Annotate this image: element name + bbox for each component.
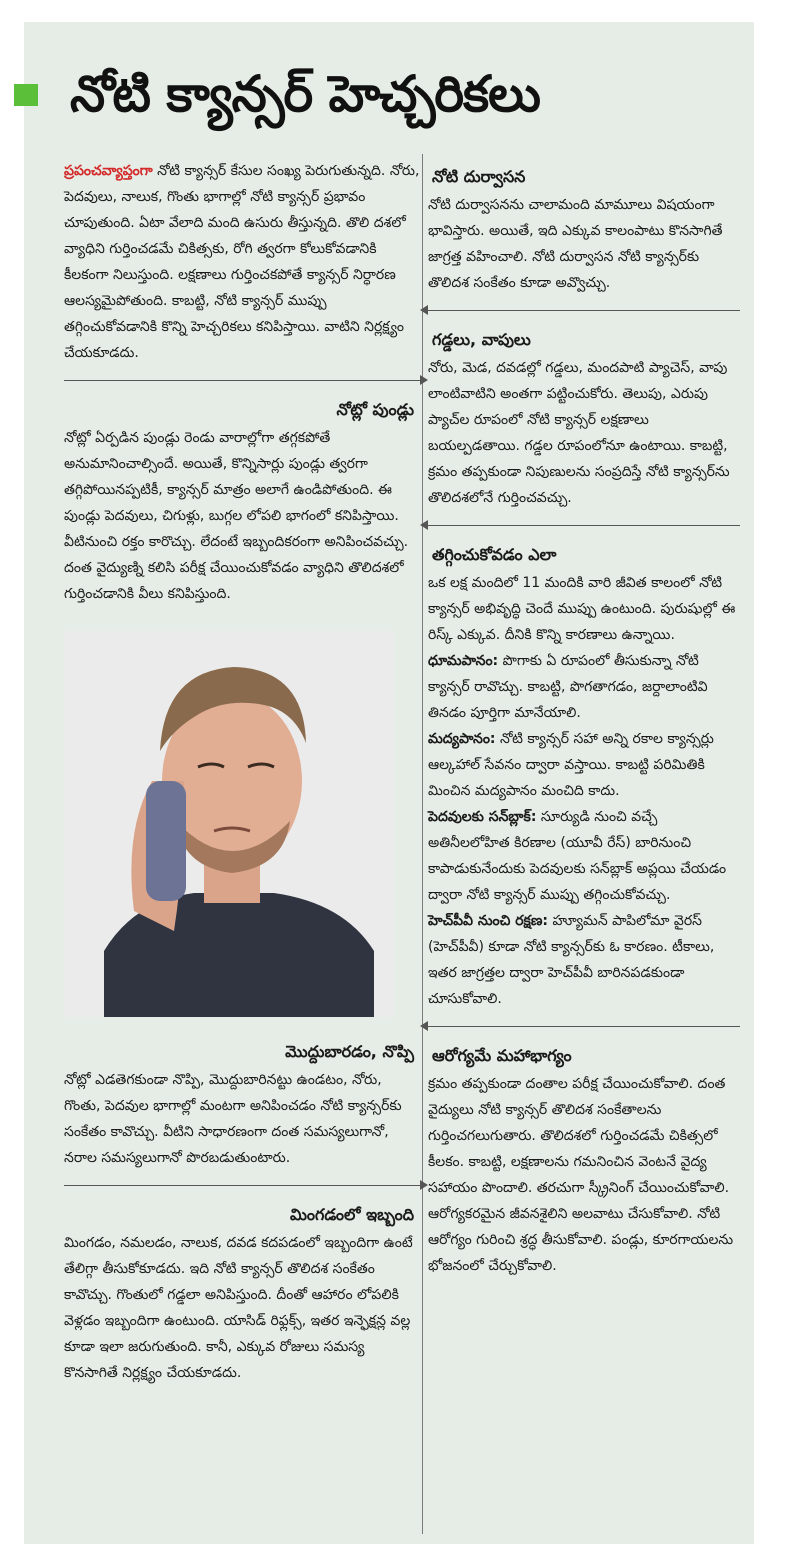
section-divider bbox=[428, 1026, 740, 1027]
prevention-item-smoking bbox=[428, 648, 740, 726]
item-label: ధూమపానం: bbox=[428, 653, 499, 669]
section-swallowing-difficulty bbox=[64, 1190, 420, 1396]
item-label: హెచ్‌పీవీ నుంచి రక్షణ: bbox=[428, 913, 549, 929]
intro-section bbox=[64, 152, 420, 376]
section-divider bbox=[64, 1185, 420, 1186]
section-health-is-wealth bbox=[428, 1031, 740, 1289]
section-divider bbox=[428, 310, 740, 311]
section-text: నోట్లో ఎడతెగకుండా నొప్పి, మొద్దుబారినట్టు ఉండటం, నోరు, గొంతు, పెదవుల భాగాల్లో మంటగా అనిపించడం నోటి క్యాన్సర్‌కు సంకేతం కావొచ్చు. వీటిని సాధారణంగా దంత సమస్యలుగానో, నరాల సమస్యలుగానో పొరబడుతుంటారు. bbox=[64, 1072, 402, 1166]
item-text: నోటి క్యాన్సర్ సహా అన్ని రకాల క్యాన్సర్లు ఆల్కహాల్ సేవనం ద్వారా వస్తాయి. కాబట్టి పరిమితికి మించిన మద్యపానం మంచిది కాదు. bbox=[428, 731, 714, 799]
item-text: పొగాకు ఏ రూపంలో తీసుకున్నా నోటి క్యాన్సర్ రావొచ్చు. కాబట్టి, పొగతాగడం, జర్దాలాంటివి తినడం పూర్తిగా మానేయాలి. bbox=[428, 653, 708, 721]
section-text: నోటి దుర్వాసనను చాలామంది మామూలు విషయంగా భావిస్తారు. అయితే, ఇది ఎక్కువ కాలంపాటు కొనసాగితే జాగ్రత్త వహించాలి. నోటి దుర్వాసన నోటి క్యాన్సర్‌కు తొలిదశ సంకేతం కూడా అవ్వొచ్చు. bbox=[428, 197, 723, 291]
article-page bbox=[24, 22, 754, 1544]
right-column bbox=[428, 152, 740, 1289]
intro-paragraph bbox=[64, 158, 420, 366]
section-numbness-pain bbox=[64, 1027, 420, 1181]
section-lumps-swelling bbox=[428, 315, 740, 521]
section-heading: తగ్గించుకోవడం ఎలా bbox=[432, 545, 557, 564]
prevention-item-sunblock bbox=[428, 804, 740, 908]
section-text: నోరు, మెడ, దవడల్లో గడ్డలు, మందపాటి ప్యాచెస్, వాపు లాంటివాటిని అంతగా పట్టించుకోరు. తెలుపు, ఎరుపు ప్యాచ్‌ల రూపంలో నోటి క్యాన్సర్ లక్షణాలు బయల్పడతాయి. గడ్డల రూపంలోనూ ఉంటాయి. కాబట్టి, క్రమం తప్పకుండా నిపుణులను సంప్రదిస్తే నోటి క్యాన్సర్‌ను తొలిదశలోనే గుర్తించవచ్చు. bbox=[428, 360, 730, 506]
photo-illustration bbox=[64, 631, 394, 1017]
article-title: నోటి క్యాన్సర్ హెచ్చరికలు bbox=[70, 65, 540, 123]
section-prevention bbox=[428, 530, 740, 1022]
section-text: ఒక లక్ష మందిలో 11 మందికి వారి జీవిత కాలంలో నోటి క్యాన్సర్ అభివృద్ధి చెందే ముప్పు ఉంటుంది. పురుషుల్లో ఈ రిస్క్ ఎక్కువ. దీనికి కొన్ని కారణాలు ఉన్నాయి. bbox=[428, 575, 736, 643]
item-text: హ్యూమన్ పాపిలోమా వైరస్ (హెచ్‌పీవీ) కూడా నోటి క్యాన్సర్‌కు ఓ కారణం. టీకాలు, ఇతర జాగ్రత్తల ద్వారా హెచ్‌పీవీ బారినపడకుండా చూసుకోవాలి. bbox=[428, 913, 715, 1007]
item-text: సూర్యుడి నుంచి వచ్చే అతినీలలోహిత కిరణాల (యూవీ రేస్) బారినుంచి కాపాడుకునేందుకు పెదవులకు సన్‌బ్లాక్ అప్లయి చేయడం ద్వారా నోటి క్యాన్సర్ ముప్పు తగ్గించుకోవచ్చు. bbox=[428, 809, 727, 903]
section-heading: నోట్లో పుండ్లు bbox=[336, 400, 414, 419]
section-heading: మింగడంలో ఇబ్బంది bbox=[289, 1205, 414, 1224]
intro-text: నోటి క్యాన్సర్ కేసుల సంఖ్య పెరుగుతున్నది. నోరు, పెదవులు, నాలుక, గొంతు భాగాల్లో నోటి క్యాన్సర్ ప్రభావం చూపుతుంది. ఏటా వేలాది మంది ఉసురు తీస్తున్నది. తొలి దశలో వ్యాధిని గుర్తించడమే చికిత్సకు, రోగి త్వరగా కోలుకోవడానికి కీలకంగా నిలుస్తుంది. లక్షణాలు గుర్తించకపోతే క్యాన్సర్ నిర్ధారణ ఆలస్యమైపోతుంది. కాబట్టి, నోటి క్యాన్సర్ ముప్పు తగ్గించుకోవడానికి కొన్ని హెచ్చరికలు కనిపిస్తాయి. వాటిని నిర్లక్ష్యం చేయకూడదు. bbox=[64, 163, 420, 361]
section-text: నోట్లో ఏర్పడిన పుండ్లు రెండు వారాల్లోగా తగ్గకపోతే అనుమానించాల్సిందే. అయితే, కొన్నిసార్లు పుండ్లు త్వరగా తగ్గిపోయినప్పటికీ, క్యాన్సర్ మాత్రం అలాగే ఉండిపోతుంది. ఈ పుండ్లు పెదవులు, చిగుళ్లు, బుగ్గల లోపలి భాగంలో కనిపిస్తాయి. వీటినుంచి రక్తం కారొచ్చు. లేదంటే ఇబ్బందికరంగా అనిపించవచ్చు. దంత వైద్యుణ్ని కలిసి పరీక్ష చేయించుకోవడం వ్యాధిని తొలిదశలో గుర్తించడానికి వీలు కనిపిస్తుంది. bbox=[64, 430, 409, 602]
title-bullet bbox=[14, 84, 38, 106]
section-bad-breath bbox=[428, 152, 740, 306]
prevention-item-alcohol bbox=[428, 726, 740, 804]
section-heading: ఆరోగ్యమే మహాభాగ్యం bbox=[432, 1046, 572, 1065]
man-with-toothache-photo bbox=[64, 631, 394, 1017]
left-column bbox=[64, 152, 420, 1396]
section-mouth-sores bbox=[64, 385, 420, 617]
column-divider bbox=[422, 154, 423, 1534]
section-text: మింగడం, నమలడం, నాలుక, దవడ కదపడంలో ఇబ్బందిగా ఉంటే తేలిగ్గా తీసుకోకూడదు. ఇది నోటి క్యాన్సర్ తొలిదశ సంకేతం కావొచ్చు. గొంతులో గడ్డలా అనిపిస్తుంది. దీంతో ఆహారం లోపలికి వెళ్లడం ఇబ్బందిగా ఉంటుంది. యాసిడ్ రిఫ్లక్స్, ఇతర ఇన్ఫెక్షన్ల వల్ల కూడా ఇలా జరుగుతుంది. కానీ, ఎక్కువ రోజులు సమస్య కొనసాగితే నిర్లక్ష్యం చేయకూడదు. bbox=[64, 1235, 413, 1381]
section-text: క్రమం తప్పకుండా దంతాల పరీక్ష చేయించుకోవాలి. దంత వైద్యులు నోటి క్యాన్సర్ తొలిదశ సంకేతాలను గుర్తించగలుగుతారు. తొలిదశలో గుర్తించడమే చికిత్సలో కీలకం. కాబట్టి, లక్షణాలను గమనించిన వెంటనే వైద్య సహాయం పొందాలి. తరచుగా స్క్రీనింగ్ చేయించుకోవాలి. ఆరోగ్యకరమైన జీవనశైలిని అలవాటు చేసుకోవాలి. నోటి ఆరోగ్యం గురించి శ్రద్ధ తీసుకోవాలి. పండ్లు, కూరగాయలను భోజనంలో చేర్చుకోవాలి. bbox=[428, 1076, 734, 1274]
item-label: మద్యపానం: bbox=[428, 731, 496, 747]
item-label: పెదవులకు సన్‌బ్లాక్: bbox=[428, 809, 537, 825]
prevention-item-hpv bbox=[428, 908, 740, 1012]
section-heading: మొద్దుబారడం, నొప్పి bbox=[285, 1042, 414, 1061]
section-heading: గడ్డలు, వాపులు bbox=[432, 330, 531, 349]
section-heading: నోటి దుర్వాసన bbox=[432, 167, 526, 186]
intro-lead: ప్రపంచవ్యాప్తంగా bbox=[64, 163, 153, 179]
section-divider bbox=[428, 525, 740, 526]
section-divider bbox=[64, 380, 420, 381]
